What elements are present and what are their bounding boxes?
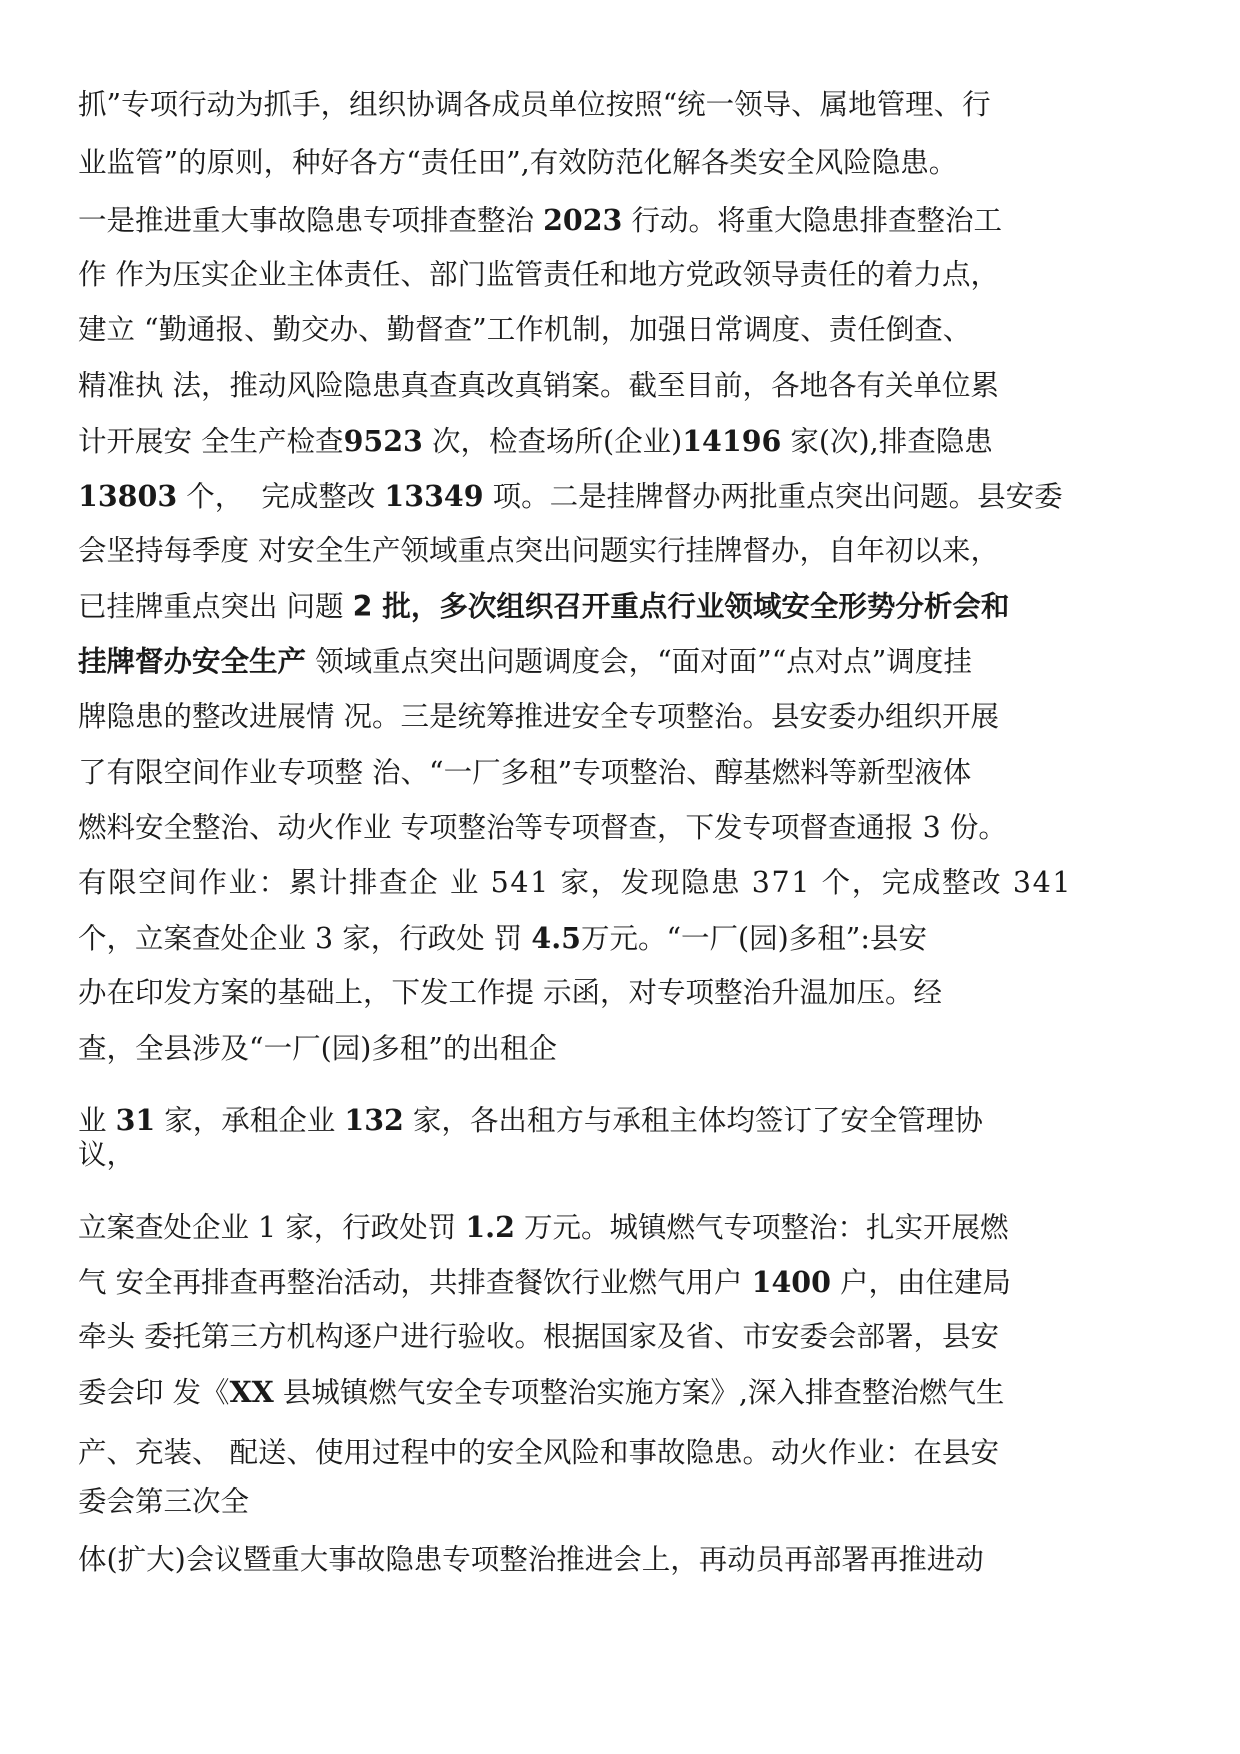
text-line: 有限空间作业：累计排查企 业 541 家，发现隐患 371 个，完成整改 341 (78, 866, 1073, 899)
text-line: 议， (78, 1138, 136, 1171)
text-line: 建立 “勤通报、勤交办、勤督查”工作机制，加强日常调度、责任倒查、 (78, 313, 972, 346)
text-line: 气 安全再排查再整治活动，共排查餐饮行业燃气用户 1400 户，由住建局 (78, 1265, 1012, 1299)
text-line: 体(扩大)会议暨重大事故隐患专项整治推进会上，再动员再部署再推进动 (78, 1543, 984, 1576)
text-line: 13803 个， 完成整改 13349 项。二是挂牌督办两批重点突出问题。县安委 (78, 479, 1063, 513)
text-line: 牵头 委托第三方机构逐户进行验收。根据国家及省、市安委会部署，县安 (78, 1320, 1000, 1353)
text-line: 抓”专项行动为抓手，组织协调各成员单位按照“统一领导、属地管理、行 (78, 88, 991, 121)
text-line: 个，立案查处企业 3 家，行政处 罚 4.5万元。“一厂(园)多租”:县安 (78, 921, 927, 955)
text-line: 业 31 家，承租企业 132 家，各出租方与承租主体均签订了安全管理协 (78, 1103, 983, 1137)
text-line: 挂牌督办安全生产 领域重点突出问题调度会，“面对面”“点对点”调度挂 (78, 645, 972, 678)
text-line: 业监管”的原则，种好各方“责任田”,有效防范化解各类安全风险隐患。 (78, 146, 958, 179)
text-line: 牌隐患的整改进展情 况。三是统筹推进安全专项整治。县安委办组织开展 (78, 700, 1000, 733)
text-line: 了有限空间作业专项整 治、“一厂多租”专项整治、醇基燃料等新型液体 (78, 756, 972, 789)
text-line: 委会印 发《XX 县城镇燃气安全专项整治实施方案》,深入排查整治燃气生 (78, 1375, 1005, 1409)
text-line: 计开展安 全生产检查9523 次，检查场所(企业)14196 家(次),排查隐患 (78, 424, 993, 458)
text-line: 作 作为压实企业主体责任、部门监管责任和地方党政领导责任的着力点， (78, 258, 1000, 291)
text-line: 会坚持每季度 对安全生产领域重点突出问题实行挂牌督办，自年初以来， (78, 534, 1000, 567)
text-line: 产、充装、 配送、使用过程中的安全风险和事故隐患。动火作业：在县安 (78, 1436, 1000, 1469)
text-line: 精准执 法，推动风险隐患真查真改真销案。截至目前，各地各有关单位累 (78, 369, 1000, 402)
text-line: 查，全县涉及“一厂(园)多租”的出租企 (78, 1032, 557, 1065)
text-line: 一是推进重大事故隐患专项排查整治 2023 行动。将重大隐患排查整治工 (78, 203, 1002, 237)
text-line: 立案查处企业 1 家，行政处罚 1.2 万元。城镇燃气专项整治：扎实开展燃 (78, 1210, 1009, 1244)
text-line: 办在印发方案的基础上，下发工作提 示函，对专项整治升温加压。经 (78, 976, 943, 1009)
text-line: 燃料安全整治、动火作业 专项整治等专项督查，下发专项督查通报 3 份。 (78, 811, 1007, 844)
text-line: 已挂牌重点突出 问题 2 批，多次组织召开重点行业领域安全形势分析会和 (78, 590, 1010, 623)
text-line: 委会第三次全 (78, 1485, 250, 1518)
